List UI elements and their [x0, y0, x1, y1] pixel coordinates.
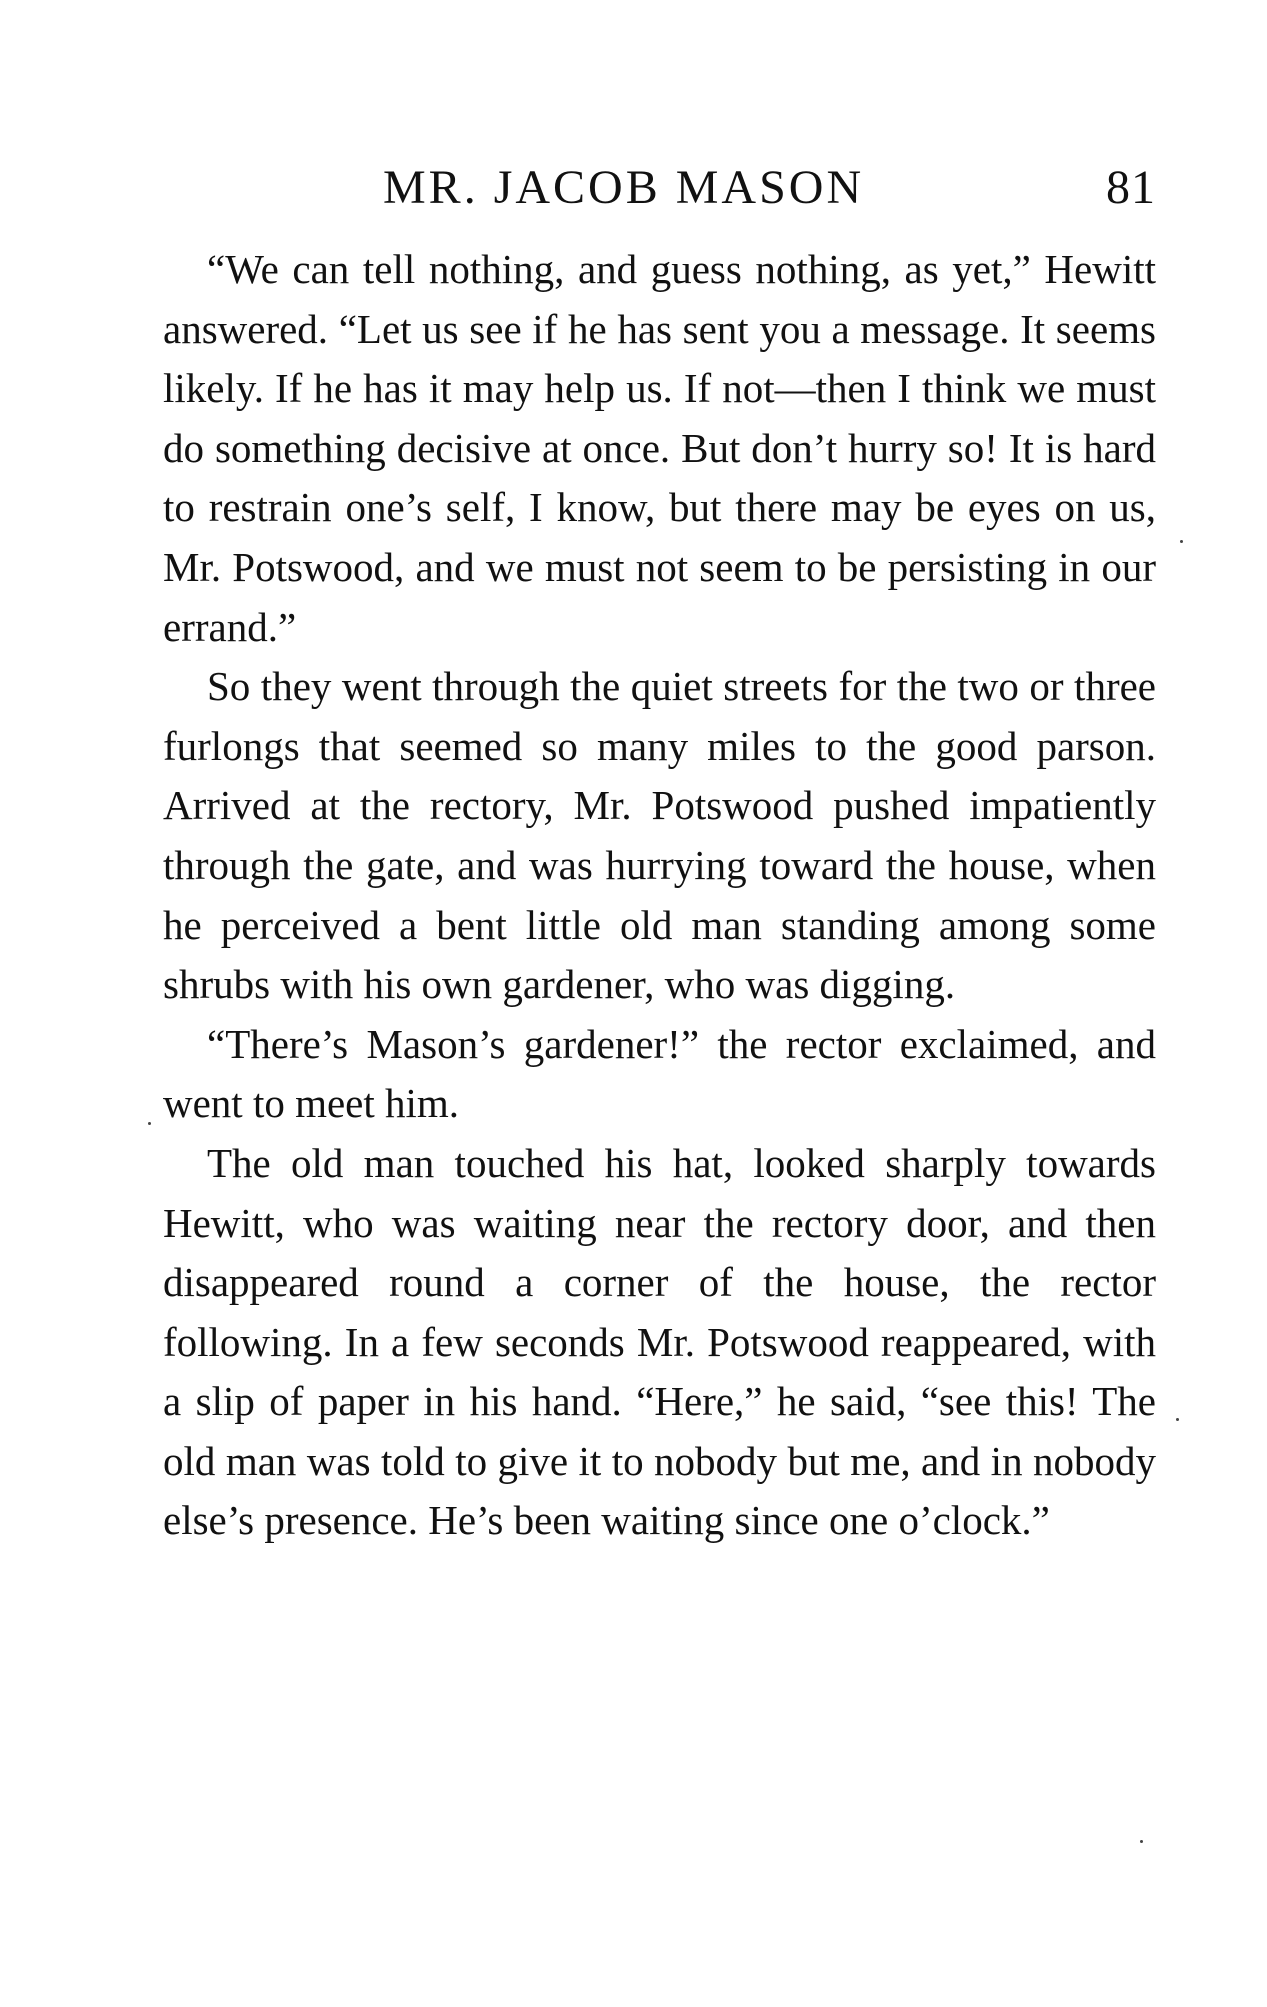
paragraph: So they went through the quiet streets for the two or three furlongs that seemed so many miles to the good parson. Arrived at the rectory, Mr. Potswood pushed impatiently through the gate, and was hurrying toward the house, when he perceived a bent little old man standing among some shrubs with his own gardener, who was digging. — [163, 663, 1156, 1008]
page-number: 81 — [1106, 161, 1156, 214]
running-title: MR. JACOB MASON — [383, 161, 865, 214]
paper-speck — [1176, 1418, 1179, 1421]
running-head — [163, 158, 1156, 218]
paper-speck — [148, 1122, 151, 1125]
paragraph: The old man touched his hat, looked sharply towards Hewitt, who was waiting near the rectory door, and then disappeared round a corner of the house, the rector following. In a few seconds Mr. Potswood reappeared, with a slip of paper in his hand. “Here,” he said, “see this! The old man was told to give it to nobody but me, and in nobody else’s presence. He’s been waiting since one o’clock.” — [163, 1139, 1156, 1544]
paper-speck — [1140, 1840, 1143, 1843]
paragraph: “We can tell nothing, and guess nothing, as yet,” Hewitt answered. “Let us see if he has sent you a message. It seems likely. If he has it may help us. If not—then I think we must do something decisive at once. But don’t hurry so! It is hard to restrain one’s self, I know, but there may be eyes on us, Mr. Potswood, and we must not seem to be persisting in our errand.” — [163, 246, 1156, 650]
paragraph: “There’s Mason’s gardener!” the rector exclaimed, and went to meet him. — [163, 1020, 1156, 1127]
paper-speck — [1180, 540, 1183, 543]
body-text — [163, 240, 1156, 1551]
